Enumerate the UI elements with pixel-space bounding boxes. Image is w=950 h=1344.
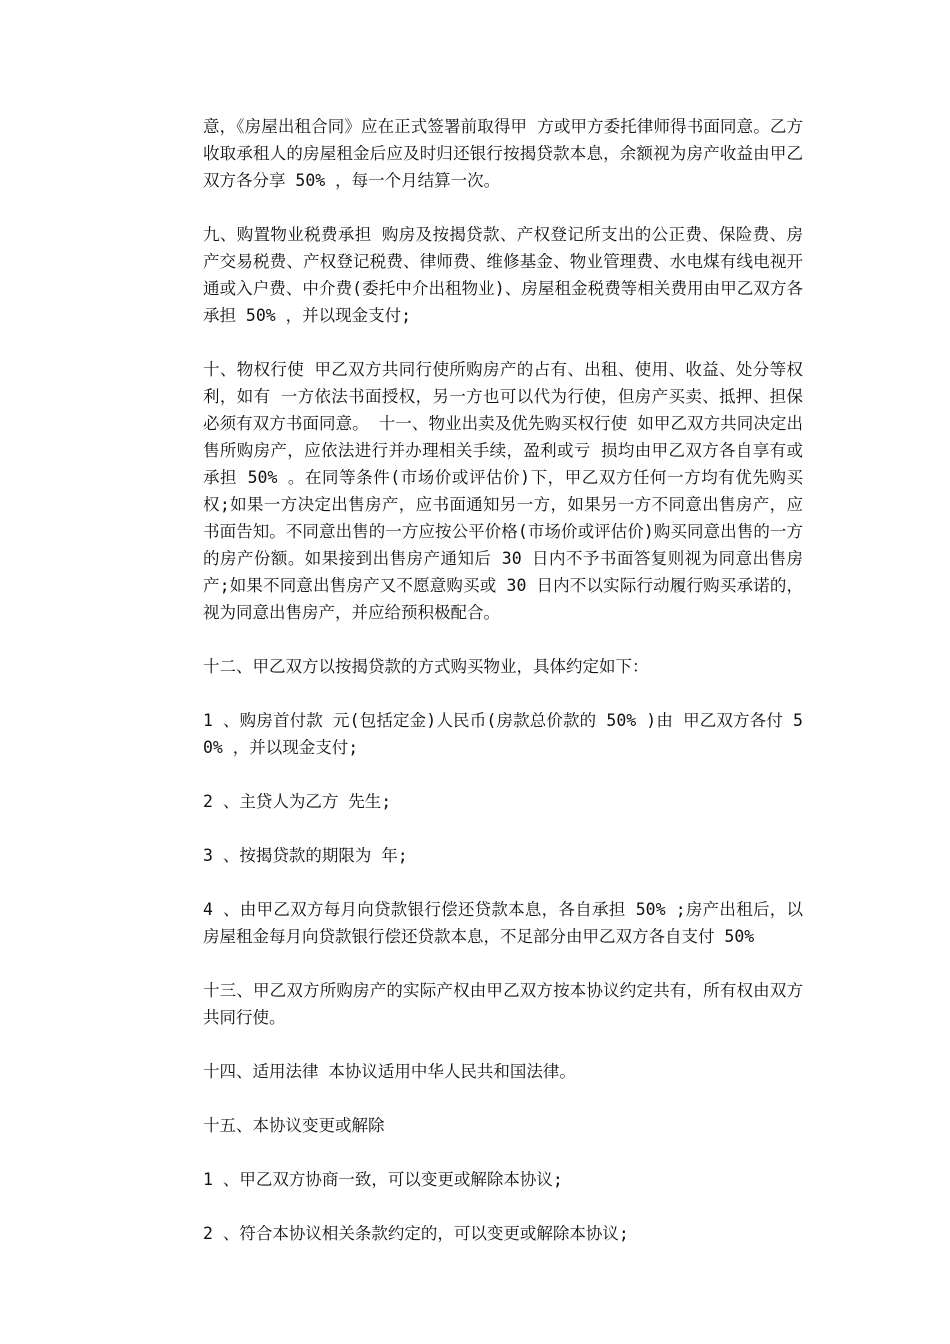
paragraph-clause-10-11-rights: 十、物权行使 甲乙双方共同行使所购房产的占有、出租、使用、收益、处分等权利，如有 一方依法书面授权，另一方也可以代为行使，但房产买卖、抵押、担保必须有双方书面同意。 十一、物业出卖及优先购买权行使 如甲乙双方共同决定出售所购房产，应依法进行并办理相关手续，盈利或亏 损均由甲乙双方各自享有或承担 50% 。在同等条件(市场价或评估价)下，甲乙双方任何一方均有优先购买权;如果一方决定出售房产，应书面通知另一方，如果另一方不同意出售房产，应书面告知。不同意出售的一方应按公平价格(市场价或评估价)购买同意出售的一方的房产份额。如果接到出售房产通知后 30 日内不予书面答复则视为同意出售房产;如果不同意出售房产又不愿意购买或 30 日内不以实际行动履行购买承诺的，视为同意出售房产，并应给预积极配合。 [203, 360, 803, 622]
paragraph-clause-14-law: 十四、适用法律 本协议适用中华人民共和国法律。 [203, 1062, 576, 1081]
paragraph-clause-15-item-2: 2 、符合本协议相关条款约定的，可以变更或解除本协议; [203, 1224, 629, 1243]
paragraph-item-2-borrower: 2 、主贷人为乙方 先生; [203, 792, 392, 811]
paragraph-clause-12-mortgage: 十二、甲乙双方以按揭贷款的方式购买物业，具体约定如下： [203, 657, 649, 676]
paragraph-clause-13-ownership: 十三、甲乙双方所购房产的实际产权由甲乙双方按本协议约定共有，所有权由双方共同行使。 [203, 981, 803, 1027]
paragraph-item-3-term: 3 、按揭贷款的期限为 年; [203, 846, 408, 865]
paragraph-item-1-down-payment: 1 、购房首付款 元(包括定金)人民币(房款总价款的 50% )由 甲乙双方各付 50% ，并以现金支付; [203, 711, 803, 757]
paragraph-clause-15-item-1: 1 、甲乙双方协商一致，可以变更或解除本协议; [203, 1170, 563, 1189]
paragraph-rental-consent: 意，《房屋出租合同》应在正式签署前取得甲 方或甲方委托律师得书面同意。乙方收取承租人的房屋租金后应及时归还银行按揭贷款本息，余额视为房产收益由甲乙双方各分享 50% ，每一个月结算一次。 [203, 117, 803, 190]
paragraph-item-4-repayment: 4 、由甲乙双方每月向贷款银行偿还贷款本息，各自承担 50% ;房产出租后，以房屋租金每月向贷款银行偿还贷款本息，不足部分由甲乙双方各自支付 50% [203, 900, 803, 946]
document-body [203, 113, 803, 1274]
paragraph-clause-15-heading: 十五、本协议变更或解除 [203, 1116, 385, 1135]
paragraph-clause-9-fees: 九、购置物业税费承担 购房及按揭贷款、产权登记所支出的公正费、保险费、房产交易税费、产权登记税费、律师费、维修基金、物业管理费、水电煤有线电视开通或入户费、中介费(委托中介出租物业)、房屋租金税费等相关费用由甲乙双方各承担 50% ，并以现金支付; [203, 225, 803, 325]
